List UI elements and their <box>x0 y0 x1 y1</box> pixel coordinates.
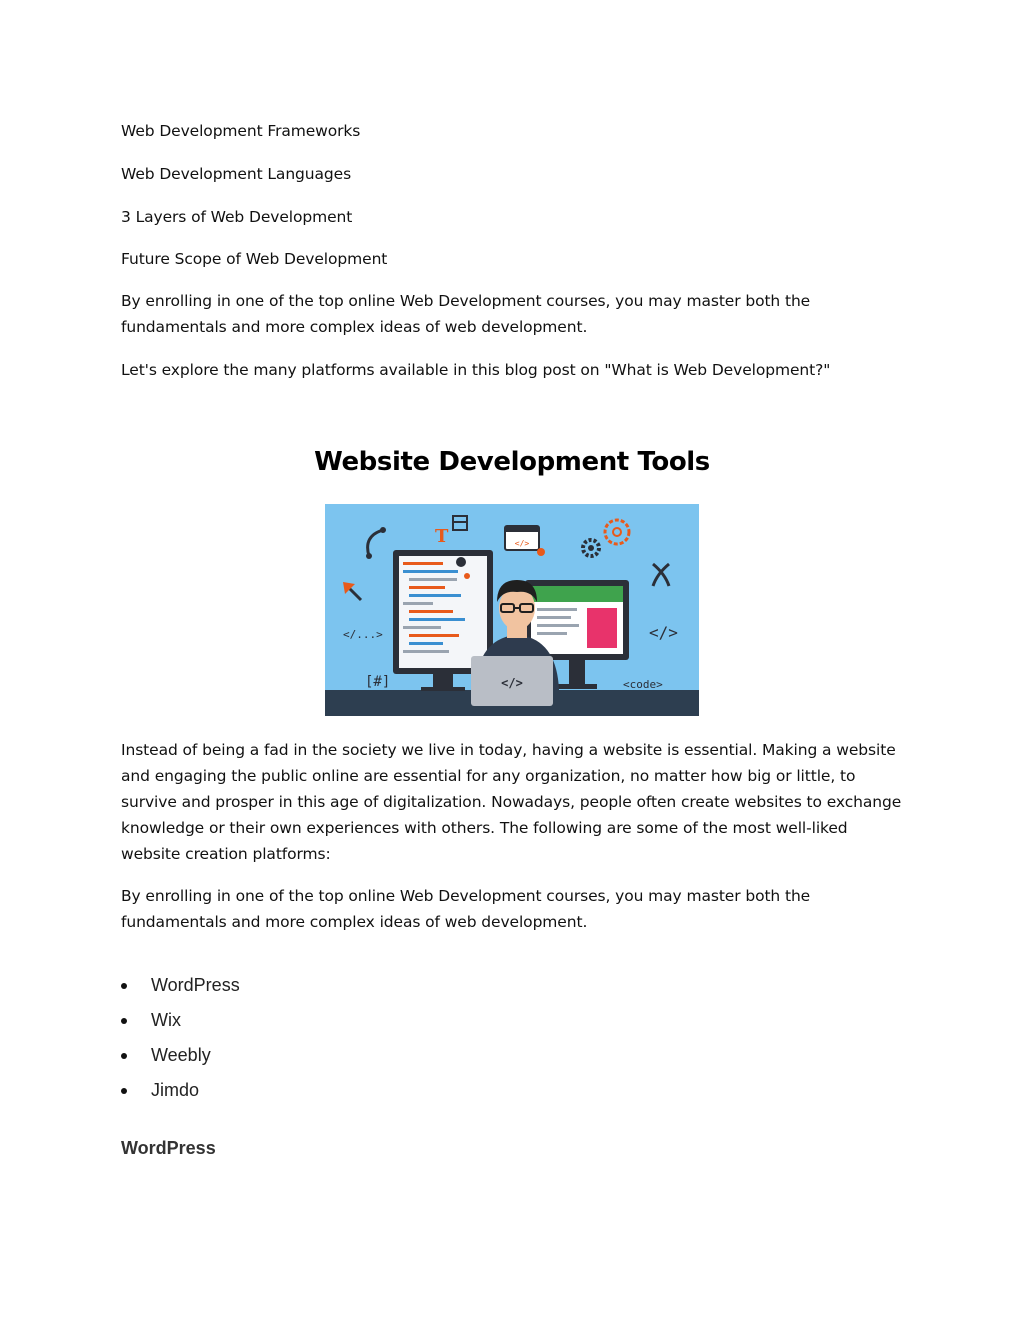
platform-jimdo: Jimdo <box>151 1080 200 1100</box>
bullet-icon <box>121 1018 127 1024</box>
code-tag-label: <code> <box>623 678 663 691</box>
bullet-icon <box>121 1053 127 1059</box>
platform-wordpress: WordPress <box>151 975 240 995</box>
hash-tag-label: [#] <box>365 674 391 690</box>
bullet-icon <box>121 1088 127 1094</box>
settings-small-dot-icon <box>464 573 470 579</box>
web-development-illustration <box>325 504 699 716</box>
intro-item-future-scope: Future Scope of Web Development <box>121 250 388 268</box>
platform-weebly: Weebly <box>151 1045 211 1065</box>
settings-dot-icon <box>456 557 466 567</box>
section-title: Website Development Tools <box>314 447 710 477</box>
small-gear-icon <box>537 548 545 556</box>
body-paragraph-2: By enrolling in one of the top online Web Development courses, you may master both the fundamentals and more complex ideas of web development. <box>121 887 811 931</box>
subheading-wordpress: WordPress <box>121 1138 216 1158</box>
laptop-code-label: </> <box>501 676 523 690</box>
intro-item-frameworks: Web Development Frameworks <box>121 122 361 140</box>
explore-line: Let's explore the many platforms available in this blog post on "What is Web Development?" <box>121 361 831 379</box>
body-paragraph: Instead of being a fad in the society we live in today, having a website is essential. Making a website and engaging the public online are essential for any organization, no matter how big or little, to survive and prosper in this age of digitalization. Nowadays, people often create websites to exchange knowledge or their own experiences with others. The following are some of the most well-liked website creation platforms: <box>121 741 902 863</box>
intro-paragraph: By enrolling in one of the top online Web Development courses, you may master both the fundamentals and more complex ideas of web development. <box>121 292 811 336</box>
typography-icon: T <box>435 526 449 547</box>
intro-item-layers: 3 Layers of Web Development <box>121 208 353 226</box>
svg-text:</>: </> <box>514 539 530 548</box>
html-tag-label: </> <box>649 623 678 642</box>
browser-code-icon <box>505 526 539 550</box>
closing-tag-label: </...> <box>343 628 383 641</box>
bullet-icon <box>121 983 127 989</box>
platform-wix: Wix <box>151 1010 181 1030</box>
laptop-icon <box>471 656 553 706</box>
intro-item-languages: Web Development Languages <box>121 165 352 183</box>
